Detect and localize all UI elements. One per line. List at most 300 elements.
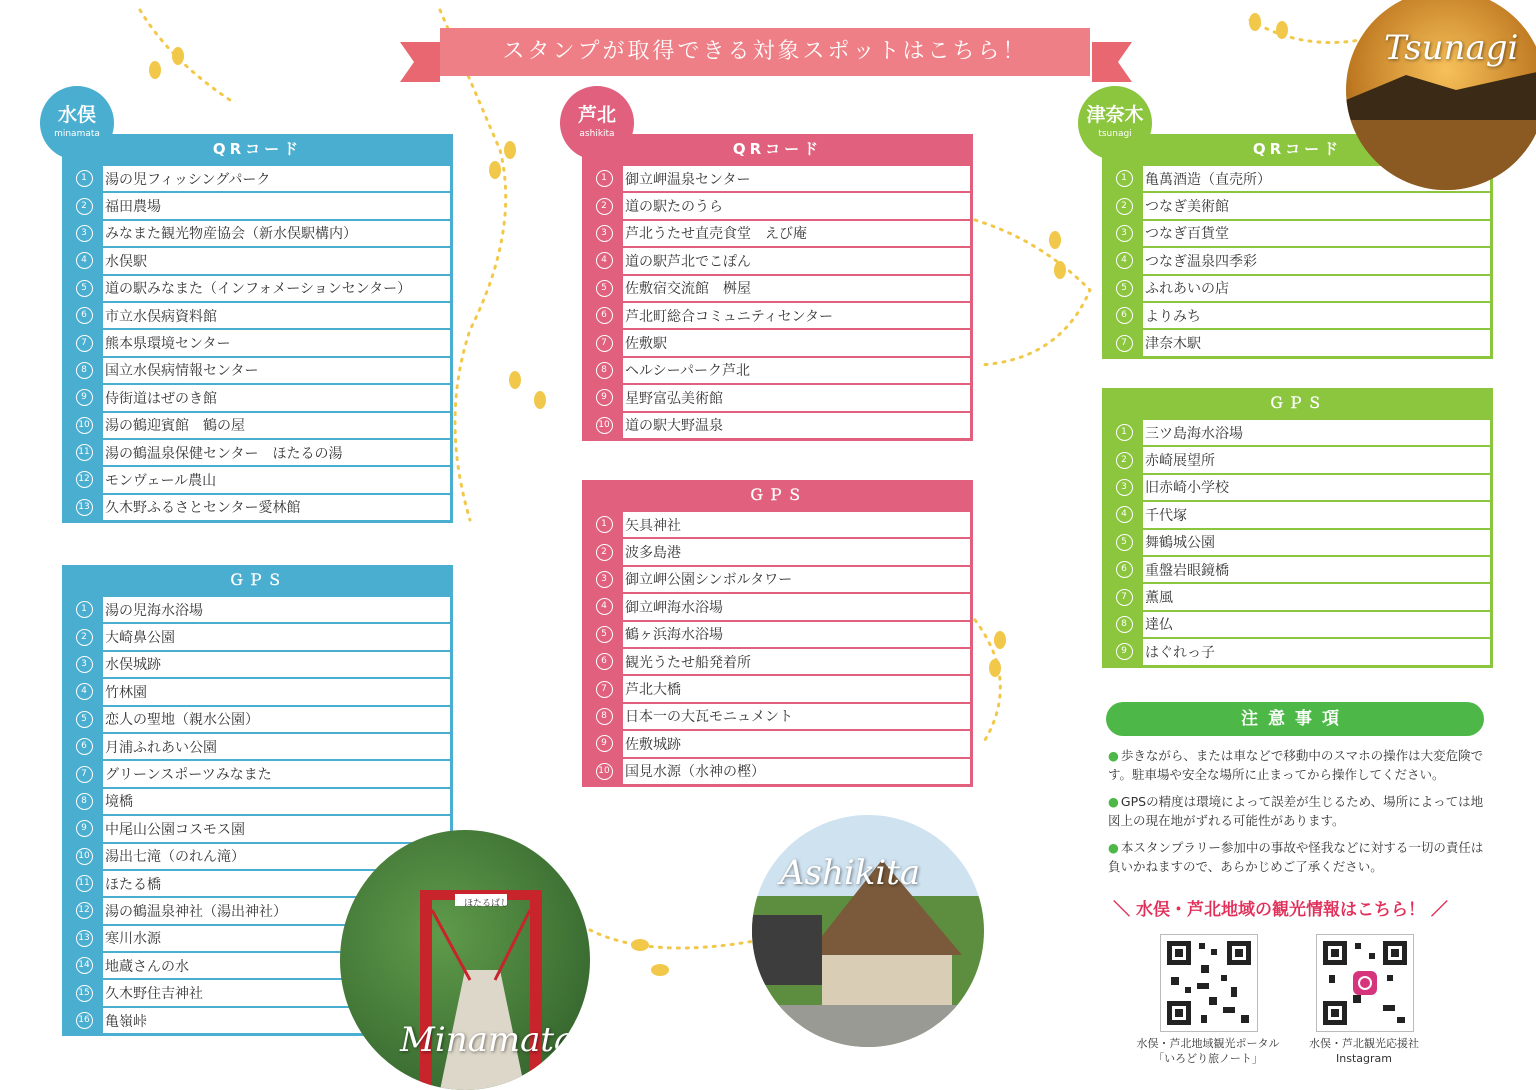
spot-row <box>585 219 970 246</box>
spot-row <box>585 565 970 592</box>
spot-row <box>585 674 970 701</box>
ashikita-photo-title: Ashikita <box>780 853 921 893</box>
spot-number-cell <box>65 679 103 704</box>
spot-number: 1 <box>596 170 613 187</box>
spot-name: 道の駅芦北でこぽん <box>625 253 751 270</box>
tsunagi-photo-title: Tsunagi <box>1384 28 1519 68</box>
spot-number: 13 <box>76 930 93 947</box>
spot-number: 10 <box>76 417 93 434</box>
spot-number: 2 <box>1116 198 1133 215</box>
spot-number: 11 <box>76 875 93 892</box>
ashikita-gps-table <box>582 480 973 787</box>
spot-number: 3 <box>1116 479 1133 496</box>
spot-row <box>1105 445 1490 472</box>
spot-row <box>65 191 450 218</box>
spot-name: 湯の児海水浴場 <box>105 602 203 619</box>
spot-name: ヘルシーパーク芦北 <box>625 363 750 380</box>
spot-number-cell <box>65 385 103 410</box>
spot-number-cell <box>65 597 103 622</box>
spot-name: 薫風 <box>1145 590 1173 607</box>
minamata-badge-romaji: minamata <box>54 129 100 139</box>
spot-name: 水俣城跡 <box>105 657 161 674</box>
spot-number: 3 <box>596 225 613 242</box>
spot-number-cell <box>1105 447 1143 472</box>
spot-name: 熊本県環境センター <box>105 336 231 353</box>
spot-number-cell <box>585 248 623 273</box>
spot-number: 10 <box>596 417 613 434</box>
spot-number-cell <box>65 193 103 218</box>
spot-row <box>65 328 450 355</box>
spot-number: 13 <box>76 499 93 516</box>
spot-number-cell <box>65 871 103 896</box>
spot-name: 国立水俣病情報センター <box>105 363 259 380</box>
spot-row <box>585 510 970 537</box>
spot-number: 3 <box>76 225 93 242</box>
spot-row <box>1105 328 1490 355</box>
spot-row <box>585 356 970 383</box>
spot-name: 三ツ島海水浴場 <box>1145 425 1243 442</box>
table-header: ＧＰＳ <box>65 565 450 595</box>
spot-number-cell <box>1105 530 1143 555</box>
spot-name: 芦北大橋 <box>625 682 681 699</box>
spot-number-cell <box>585 676 623 701</box>
spot-number-cell <box>65 652 103 677</box>
spot-name: 久木野住吉神社 <box>105 986 203 1003</box>
spot-number-cell <box>65 624 103 649</box>
spot-number-cell <box>1105 557 1143 582</box>
spot-row <box>1105 246 1490 273</box>
tsunagi-badge-name: 津奈木 <box>1086 104 1144 126</box>
spot-name: 中尾山公園コスモス園 <box>105 821 245 838</box>
spot-row <box>1105 610 1490 637</box>
spot-name: 達仏 <box>1145 617 1173 634</box>
spot-number: 7 <box>1116 589 1133 606</box>
page-title-banner: スタンプが取得できる対象スポットはこちら！ <box>440 28 1090 76</box>
spot-row <box>65 705 450 732</box>
spot-number-cell <box>65 166 103 191</box>
spot-number: 1 <box>76 601 93 618</box>
spot-number-cell <box>585 193 623 218</box>
spot-number: 15 <box>76 985 93 1002</box>
spot-row <box>1105 274 1490 301</box>
spot-row <box>585 537 970 564</box>
tsunagi-badge <box>1078 86 1152 160</box>
spot-number: 9 <box>76 389 93 406</box>
spot-name: よりみち <box>1145 308 1201 325</box>
spot-number: 2 <box>596 544 613 561</box>
spot-name: ほたる橋 <box>105 876 161 893</box>
table-header: QRコード <box>585 134 970 164</box>
spot-row <box>65 356 450 383</box>
spot-name: 鶴ヶ浜海水浴場 <box>625 627 723 644</box>
spot-number: 9 <box>1116 643 1133 660</box>
spot-number: 1 <box>76 170 93 187</box>
spot-name: 御立岬公園シンボルタワー <box>625 572 793 589</box>
spot-name: ふれあいの店 <box>1145 281 1229 298</box>
spot-name: 重盤岩眼鏡橋 <box>1145 562 1229 579</box>
table-header: ＧＰＳ <box>1105 388 1490 418</box>
spot-row <box>1105 637 1490 664</box>
spot-row <box>65 274 450 301</box>
table-header: ＧＰＳ <box>585 480 970 510</box>
spot-number: 5 <box>596 280 613 297</box>
spot-number: 9 <box>76 820 93 837</box>
spot-row <box>1105 219 1490 246</box>
spot-row <box>1105 555 1490 582</box>
spot-number: 3 <box>76 656 93 673</box>
banner-tail-right <box>1092 42 1132 82</box>
ashikita-qr-table <box>582 134 973 441</box>
spot-name: 福田農場 <box>105 199 161 216</box>
spot-number-cell <box>585 759 623 784</box>
spot-name: 水俣駅 <box>105 253 147 270</box>
spot-number: 6 <box>1116 307 1133 324</box>
spot-row <box>585 383 970 410</box>
spot-name: 芦北うたせ直売食堂 えび庵 <box>625 226 807 243</box>
instagram-icon <box>1353 971 1377 995</box>
spot-name: 御立岬海水浴場 <box>625 599 723 616</box>
spot-number: 2 <box>76 198 93 215</box>
spot-number: 8 <box>1116 616 1133 633</box>
spot-name: つなぎ温泉四季彩 <box>1145 253 1257 270</box>
spot-name: 御立岬温泉センター <box>625 171 751 188</box>
spot-number: 4 <box>1116 252 1133 269</box>
spot-row <box>1105 473 1490 500</box>
spot-row <box>65 650 450 677</box>
thatched-house-illustration <box>752 815 984 1047</box>
spot-number: 16 <box>76 1012 93 1029</box>
spot-number: 10 <box>76 848 93 865</box>
qr-pattern-2 <box>1317 935 1413 1031</box>
spot-row <box>65 759 450 786</box>
spot-number-cell <box>65 440 103 465</box>
spot-number-cell <box>65 898 103 923</box>
spot-number-cell <box>65 1008 103 1033</box>
spot-row <box>1105 500 1490 527</box>
spot-name: はぐれっ子 <box>1145 644 1215 661</box>
spot-number-cell <box>585 539 623 564</box>
spot-number-cell <box>65 789 103 814</box>
spot-name: 星野富弘美術館 <box>625 390 723 407</box>
spot-row <box>585 647 970 674</box>
spot-number-cell <box>1105 221 1143 246</box>
spot-number: 4 <box>76 252 93 269</box>
spot-number-cell <box>1105 193 1143 218</box>
spot-name: 境橋 <box>105 794 133 811</box>
spot-row <box>65 595 450 622</box>
note-text-1: 歩きながら、または車などで移動中のスマホの操作は大変危険です。駐車場や安全な場所に止まってから操作してください。 <box>1108 748 1484 782</box>
minamata-photo-title: Minamata <box>400 1020 575 1060</box>
qr1-caption-line2: 「いろどり旅ノート」 <box>1153 1052 1263 1065</box>
spot-name: グリーンスポーツみなまた <box>105 767 272 784</box>
spot-row <box>65 677 450 704</box>
spot-row <box>65 493 450 520</box>
spot-row <box>585 729 970 756</box>
spot-row <box>65 411 450 438</box>
spot-number: 1 <box>1116 424 1133 441</box>
tourism-info-title: ＼ 水俣・芦北地域の観光情報はこちら！ ／ <box>1113 900 1448 920</box>
spot-name: 舞鶴城公園 <box>1145 535 1215 552</box>
spot-number-cell <box>1105 248 1143 273</box>
spot-number-cell <box>585 221 623 246</box>
spot-number-cell <box>65 248 103 273</box>
spot-number: 6 <box>76 738 93 755</box>
spot-number-cell <box>65 413 103 438</box>
spot-number-cell <box>65 495 103 520</box>
spot-row <box>1105 418 1490 445</box>
spot-name: 矢具神社 <box>625 517 681 534</box>
banner-tail-left <box>400 42 440 82</box>
spot-row <box>585 411 970 438</box>
spot-row <box>1105 301 1490 328</box>
spot-name: 亀嶺峠 <box>105 1013 147 1030</box>
spot-number: 9 <box>596 735 613 752</box>
bridge-sign: ほたるばし <box>464 899 510 909</box>
qr1-caption <box>1128 1036 1288 1066</box>
spot-name: 波多島港 <box>625 545 681 562</box>
spot-row <box>65 438 450 465</box>
spot-number-cell <box>65 844 103 869</box>
ashikita-photo <box>752 815 984 1047</box>
spot-name: 旧赤崎小学校 <box>1145 480 1229 497</box>
spot-number: 5 <box>76 711 93 728</box>
spot-name: 湯出七滝（のれん滝） <box>105 849 245 866</box>
spot-number-cell <box>65 761 103 786</box>
spot-number-cell <box>585 649 623 674</box>
spot-number-cell <box>1105 639 1143 664</box>
spot-name: 佐敷宿交流館 桝屋 <box>625 281 751 298</box>
qr2-caption <box>1284 1036 1444 1066</box>
minamata-photo <box>340 830 590 1090</box>
tourism-info-title-text: 水俣・芦北地域の観光情報はこちら！ <box>1136 900 1425 920</box>
minamata-badge <box>40 86 114 160</box>
spot-name: 湯の鶴温泉保健センター ほたるの湯 <box>105 445 343 462</box>
spot-number-cell <box>1105 475 1143 500</box>
note-text-3: 本スタンプラリー参加中の事故や怪我などに対する一切の責任は負いかねますので、あらかじめご了承ください。 <box>1108 840 1484 874</box>
spot-row <box>585 702 970 729</box>
spot-number-cell <box>585 704 623 729</box>
instagram-qr-code-icon[interactable] <box>1316 934 1414 1032</box>
note-item-3: ● 本スタンプラリー参加中の事故や怪我などに対する一切の責任は負いかねますので、あらかじめご了承ください。 <box>1108 840 1484 874</box>
spot-number: 8 <box>596 708 613 725</box>
spot-number: 10 <box>596 763 613 780</box>
spot-number: 11 <box>76 444 93 461</box>
spot-row <box>65 732 450 759</box>
spot-name: 赤崎展望所 <box>1145 453 1215 470</box>
spot-row <box>65 787 450 814</box>
spot-number-cell <box>585 594 623 619</box>
spot-name: 寒川水源 <box>105 931 161 948</box>
spot-number-cell <box>65 816 103 841</box>
spot-number: 12 <box>76 471 93 488</box>
ashikita-badge-romaji: ashikita <box>579 129 615 139</box>
spot-name: 亀萬酒造（直売所） <box>1145 171 1271 188</box>
spot-number-cell <box>585 330 623 355</box>
spot-name: みなまた観光物産協会（新水俣駅構内） <box>105 226 357 243</box>
spot-name: 大崎鼻公園 <box>105 630 175 647</box>
spot-name: 佐敷駅 <box>625 336 667 353</box>
spot-name: 佐敷城跡 <box>625 736 681 753</box>
spot-number-cell <box>585 512 623 537</box>
spot-number-cell <box>65 303 103 328</box>
spot-row <box>585 274 970 301</box>
spot-number-cell <box>585 166 623 191</box>
spot-number: 7 <box>76 335 93 352</box>
spot-row <box>65 219 450 246</box>
spot-number-cell <box>585 413 623 438</box>
spot-number: 3 <box>1116 225 1133 242</box>
spot-name: モンヴェール農山 <box>105 472 217 489</box>
spot-number-cell <box>1105 276 1143 301</box>
qr2-caption-line1: 水俣・芦北観光応援社 <box>1309 1037 1419 1050</box>
spot-row <box>65 301 450 328</box>
spot-number-cell <box>1105 502 1143 527</box>
spot-number-cell <box>1105 166 1143 191</box>
spot-number-cell <box>65 330 103 355</box>
table-header: QRコード <box>65 134 450 164</box>
spot-number-cell <box>1105 612 1143 637</box>
qr-pattern-1 <box>1161 935 1257 1031</box>
spot-number: 5 <box>1116 534 1133 551</box>
spot-number: 3 <box>596 571 613 588</box>
spot-number: 4 <box>596 598 613 615</box>
spot-number: 5 <box>1116 280 1133 297</box>
ashikita-badge <box>560 86 634 160</box>
spot-name: 湯の鶴迎賓館 鶴の屋 <box>105 418 245 435</box>
spot-name: 湯の児フィッシングパーク <box>105 171 271 188</box>
spot-number: 7 <box>596 335 613 352</box>
spot-number-cell <box>585 567 623 592</box>
spot-number: 4 <box>596 252 613 269</box>
spot-name: 日本一の大瓦モニュメント <box>625 709 793 726</box>
spot-row <box>585 191 970 218</box>
minamata-badge-name: 水俣 <box>57 104 96 126</box>
spot-row <box>65 622 450 649</box>
spot-number-cell <box>585 303 623 328</box>
spot-number: 8 <box>76 362 93 379</box>
spot-number-cell <box>1105 303 1143 328</box>
spot-name: 月浦ふれあい公園 <box>105 739 217 756</box>
spot-number: 7 <box>596 681 613 698</box>
tsunagi-gps-table <box>1102 388 1493 668</box>
spot-name: 国見水源（水神の樫） <box>625 764 765 781</box>
spot-number-cell <box>65 980 103 1005</box>
spot-name: 侍街道はぜのき館 <box>105 390 217 407</box>
qr2-caption-line2: Instagram <box>1336 1052 1392 1065</box>
spot-row <box>585 757 970 784</box>
spot-number: 6 <box>76 307 93 324</box>
spot-name: 道の駅大野温泉 <box>625 418 723 435</box>
spot-number: 7 <box>76 766 93 783</box>
spot-number: 1 <box>596 516 613 533</box>
table-header: QRコード <box>1105 134 1490 164</box>
spot-number: 2 <box>596 198 613 215</box>
spot-name: 恋人の聖地（親水公園） <box>105 712 259 729</box>
note-item-2: ● GPSの精度は環境によって誤差が生じるため、場所によっては地図上の現在地がずれる可能性があります。 <box>1108 794 1484 828</box>
spot-name: つなぎ百貨堂 <box>1145 226 1229 243</box>
spot-number-cell <box>585 276 623 301</box>
spot-number-cell <box>65 221 103 246</box>
spot-row <box>585 164 970 191</box>
tsunagi-badge-romaji: tsunagi <box>1098 129 1132 139</box>
spot-name: 津奈木駅 <box>1145 336 1201 353</box>
spot-name: 竹林園 <box>105 684 147 701</box>
spot-row <box>585 328 970 355</box>
spot-number-cell <box>585 622 623 647</box>
spot-row <box>585 620 970 647</box>
spot-number-cell <box>65 707 103 732</box>
spot-number: 4 <box>1116 506 1133 523</box>
spot-number-cell <box>1105 584 1143 609</box>
spot-number-cell <box>585 358 623 383</box>
spot-name: 観光うたせ船発着所 <box>625 654 751 671</box>
spot-number-cell <box>585 731 623 756</box>
spot-number-cell <box>65 926 103 951</box>
spot-row <box>585 246 970 273</box>
ashikita-badge-name: 芦北 <box>577 104 616 126</box>
spot-row <box>585 592 970 619</box>
spot-name: 千代塚 <box>1145 507 1187 524</box>
spot-row <box>65 465 450 492</box>
spot-name: 道の駅たのうら <box>625 199 723 216</box>
spot-row <box>65 383 450 410</box>
qr-code-icon[interactable] <box>1160 934 1258 1032</box>
spot-number: 2 <box>76 629 93 646</box>
spot-number: 14 <box>76 957 93 974</box>
spot-row <box>65 164 450 191</box>
spot-number: 6 <box>596 307 613 324</box>
spot-row <box>65 246 450 273</box>
spot-number-cell <box>1105 330 1143 355</box>
spot-number: 6 <box>596 653 613 670</box>
spot-number-cell <box>65 467 103 492</box>
spot-name: 市立水俣病資料館 <box>105 308 217 325</box>
spot-number: 5 <box>76 280 93 297</box>
spot-number: 5 <box>596 626 613 643</box>
spot-row <box>585 301 970 328</box>
note-item-1: ● 歩きながら、または車などで移動中のスマホの操作は大変危険です。駐車場や安全な場所に止まってから操作してください。 <box>1108 748 1484 782</box>
spot-number: 12 <box>76 902 93 919</box>
spot-number: 8 <box>596 362 613 379</box>
spot-name: 道の駅みなまた（インフォメーションセンター） <box>105 281 412 298</box>
spot-number-cell <box>65 358 103 383</box>
notes-title: 注意事項 <box>1106 702 1484 736</box>
spot-name: 久木野ふるさとセンター愛林館 <box>105 500 301 517</box>
spot-number-cell <box>65 276 103 301</box>
spot-number: 4 <box>76 683 93 700</box>
spot-number: 7 <box>1116 335 1133 352</box>
spot-name: 湯の鶴温泉神社（湯出神社） <box>105 903 287 920</box>
spot-name: つなぎ美術館 <box>1145 199 1229 216</box>
note-text-2: GPSの精度は環境によって誤差が生じるため、場所によっては地図上の現在地がずれる可能性があります。 <box>1108 794 1484 828</box>
spot-number: 9 <box>596 389 613 406</box>
spot-number: 2 <box>1116 452 1133 469</box>
spot-row <box>65 814 450 841</box>
spot-name: 芦北町総合コミュニティセンター <box>625 308 834 325</box>
minamata-qr-table <box>62 134 453 523</box>
spot-name: 地蔵さんの水 <box>105 958 189 975</box>
spot-number-cell <box>585 385 623 410</box>
spot-number: 1 <box>1116 170 1133 187</box>
spot-number-cell <box>65 953 103 978</box>
spot-row <box>1105 582 1490 609</box>
spot-number-cell <box>65 734 103 759</box>
spot-number-cell <box>1105 420 1143 445</box>
spot-row <box>1105 528 1490 555</box>
qr1-caption-line1: 水俣・芦北地域観光ポータル <box>1136 1037 1280 1050</box>
spot-number: 6 <box>1116 561 1133 578</box>
spot-number: 8 <box>76 793 93 810</box>
